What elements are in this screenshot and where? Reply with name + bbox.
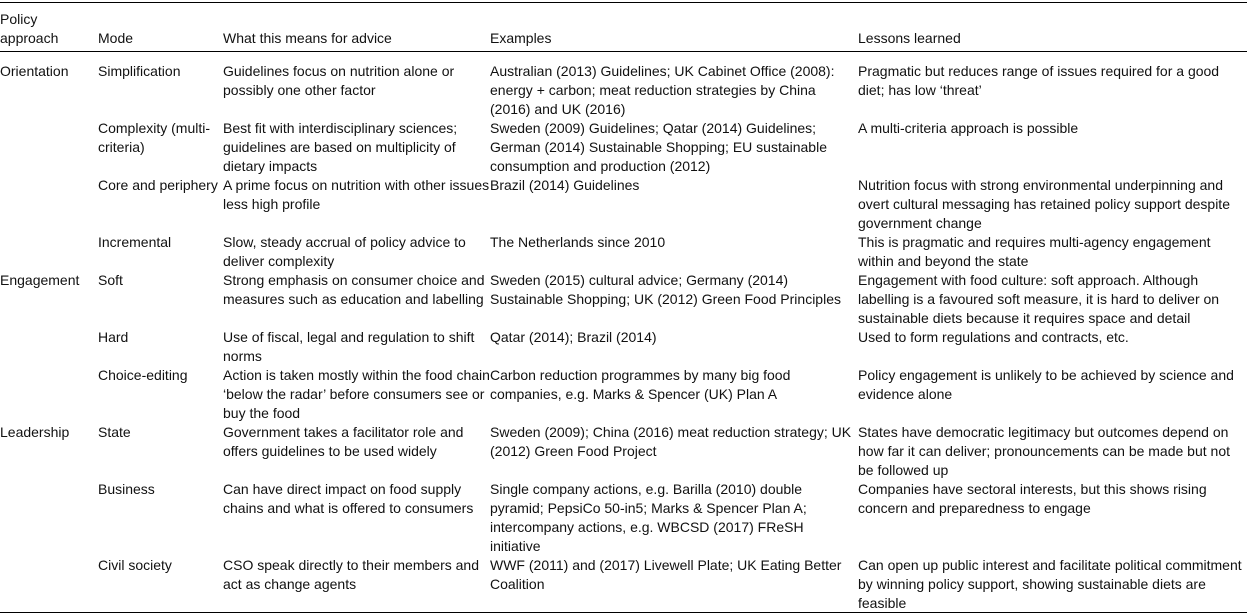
- cell-lessons: Companies have sectoral interests, but this shows rising concern and preparedness to engage: [858, 481, 1207, 516]
- cell-lessons: This is pragmatic and requires multi-agency engagement within and beyond the state: [858, 234, 1211, 269]
- cell-policy-approach: Engagement: [0, 272, 80, 288]
- cell-advice: Slow, steady accrual of policy advice to deliver complexity: [223, 234, 466, 269]
- cell-mode: Complexity (multi-criteria): [98, 120, 211, 155]
- cell-policy-approach: [0, 480, 98, 556]
- cell-policy-approach: [0, 176, 98, 233]
- header-mode: Mode: [98, 30, 134, 46]
- cell-advice: Action is taken mostly within the food chain ‘below the radar’ before consumers see or buy the food: [223, 367, 490, 421]
- cell-lessons: States have democratic legitimacy but outcomes depend on how far it can deliver; pronouncements can be made but not be followed up: [858, 424, 1230, 478]
- top-rule: [0, 2, 1247, 3]
- cell-examples: Brazil (2014) Guidelines: [490, 177, 640, 193]
- header-examples: Examples: [490, 30, 552, 46]
- table-row: [0, 176, 1247, 233]
- cell-advice: Use of fiscal, legal and regulation to shift norms: [223, 329, 475, 364]
- cell-mode: Simplification: [98, 63, 181, 79]
- cell-policy-approach: [0, 119, 98, 176]
- table-row: [0, 556, 1247, 613]
- cell-policy-approach: [0, 366, 98, 423]
- cell-lessons: Pragmatic but reduces range of issues required for a good diet; has low ‘threat’: [858, 63, 1220, 98]
- cell-advice: Can have direct impact on food supply chains and what is offered to consumers: [223, 481, 474, 516]
- header-policy-approach: Policy approach: [0, 11, 59, 46]
- cell-policy-approach: Leadership: [0, 424, 70, 440]
- cell-examples: Qatar (2014); Brazil (2014): [490, 329, 657, 345]
- cell-advice: Guidelines focus on nutrition alone or possibly one other factor: [223, 63, 455, 98]
- cell-lessons: A multi-criteria approach is possible: [858, 120, 1079, 136]
- cell-mode: Incremental: [98, 234, 172, 250]
- cell-mode: State: [98, 424, 131, 440]
- cell-lessons: Nutrition focus with strong environmental underpinning and overt cultural messaging has retained policy support despite government change: [858, 177, 1230, 231]
- table-row: [0, 328, 1247, 366]
- cell-examples: Sweden (2015) cultural advice; Germany (2014) Sustainable Shopping; UK (2012) Green Food Principles: [490, 272, 841, 307]
- cell-mode: Core and periphery: [98, 177, 218, 193]
- table-row: [0, 423, 1247, 480]
- header-row: [0, 10, 1247, 52]
- cell-advice: A prime focus on nutrition with other issues less high profile: [223, 177, 490, 212]
- cell-mode: Civil society: [98, 557, 172, 573]
- cell-policy-approach: [0, 233, 98, 271]
- policy-table: [0, 10, 1247, 613]
- cell-policy-approach: [0, 556, 98, 613]
- cell-examples: Single company actions, e.g. Barilla (2010) double pyramid; PepsiCo 50-in5; Marks & Spencer Plan A; intercompany actions, e.g. WBCSD (2017) FReSH initiative: [490, 481, 807, 554]
- table-row: [0, 480, 1247, 556]
- cell-examples: Sweden (2009) Guidelines; Qatar (2014) Guidelines; German (2014) Sustainable Shopping; EU sustainable consumption and production (2012): [490, 120, 827, 174]
- cell-mode: Soft: [98, 272, 123, 288]
- table-row: [0, 271, 1247, 328]
- cell-policy-approach: Orientation: [0, 63, 69, 79]
- cell-advice: CSO speak directly to their members and act as change agents: [223, 557, 479, 592]
- cell-lessons: Can open up public interest and facilitate political commitment by winning policy support, showing sustainable diets are feasible: [858, 557, 1242, 611]
- cell-lessons: Policy engagement is unlikely to be achieved by science and evidence alone: [858, 367, 1234, 402]
- cell-mode: Choice-editing: [98, 367, 188, 383]
- cell-examples: Australian (2013) Guidelines; UK Cabinet Office (2008): energy + carbon; meat reduction strategies by China (2016) and UK (2016): [490, 63, 835, 117]
- header-advice: What this means for advice: [223, 30, 392, 46]
- table-row: [0, 366, 1247, 423]
- cell-mode: Hard: [98, 329, 129, 345]
- cell-policy-approach: [0, 328, 98, 366]
- cell-lessons: Used to form regulations and contracts, etc.: [858, 329, 1129, 345]
- cell-lessons: Engagement with food culture: soft approach. Although labelling is a favoured soft measure, it is hard to deliver on sustainable diets because it requires space and detail: [858, 272, 1220, 326]
- cell-advice: Government takes a facilitator role and offers guidelines to be used widely: [223, 424, 464, 459]
- cell-mode: Business: [98, 481, 155, 497]
- table-row: [0, 119, 1247, 176]
- table-row: [0, 233, 1247, 271]
- cell-advice: Best fit with interdisciplinary sciences; guidelines are based on multiplicity of dietary impacts: [223, 120, 458, 174]
- cell-examples: WWF (2011) and (2017) Livewell Plate; UK Eating Better Coalition: [490, 557, 842, 592]
- header-lessons: Lessons learned: [858, 30, 961, 46]
- cell-examples: The Netherlands since 2010: [490, 234, 666, 250]
- table-row: [0, 52, 1247, 119]
- cell-examples: Carbon reduction programmes by many big food companies, e.g. Marks & Spencer (UK) Plan A: [490, 367, 791, 402]
- cell-examples: Sweden (2009); China (2016) meat reduction strategy; UK (2012) Green Food Project: [490, 424, 852, 459]
- cell-advice: Strong emphasis on consumer choice and measures such as education and labelling: [223, 272, 485, 307]
